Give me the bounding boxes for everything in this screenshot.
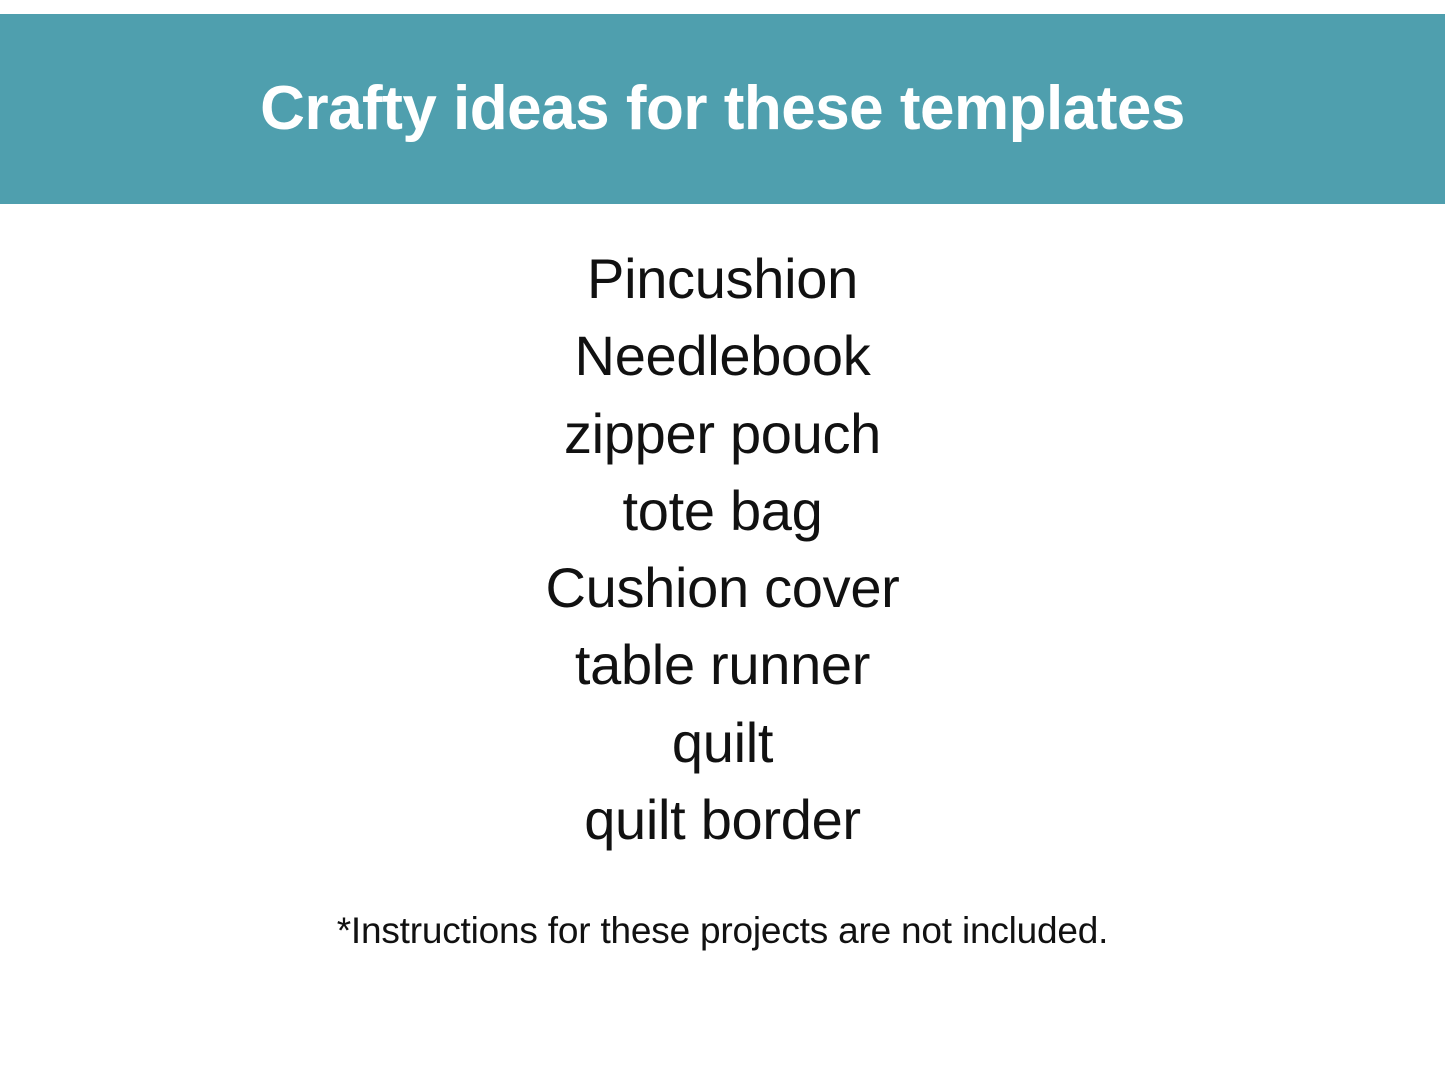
list-item: Cushion cover	[545, 556, 900, 620]
main-content	[0, 204, 1445, 1014]
list-item: quilt	[671, 710, 774, 774]
footnote-text: *Instructions for these projects are not included.	[336, 910, 1109, 952]
list-item: tote bag	[622, 478, 823, 542]
header-band	[0, 14, 1445, 204]
top-margin	[0, 0, 1445, 14]
list-item: Needlebook	[574, 324, 871, 388]
list-item: zipper pouch	[563, 401, 882, 465]
list-item: quilt border	[584, 787, 861, 851]
list-item: Pincushion	[587, 247, 858, 310]
ideas-list	[545, 240, 899, 858]
bottom-margin	[0, 1014, 1445, 1084]
page-title: Crafty ideas for these templates	[260, 74, 1185, 143]
list-item: table runner	[574, 633, 871, 697]
